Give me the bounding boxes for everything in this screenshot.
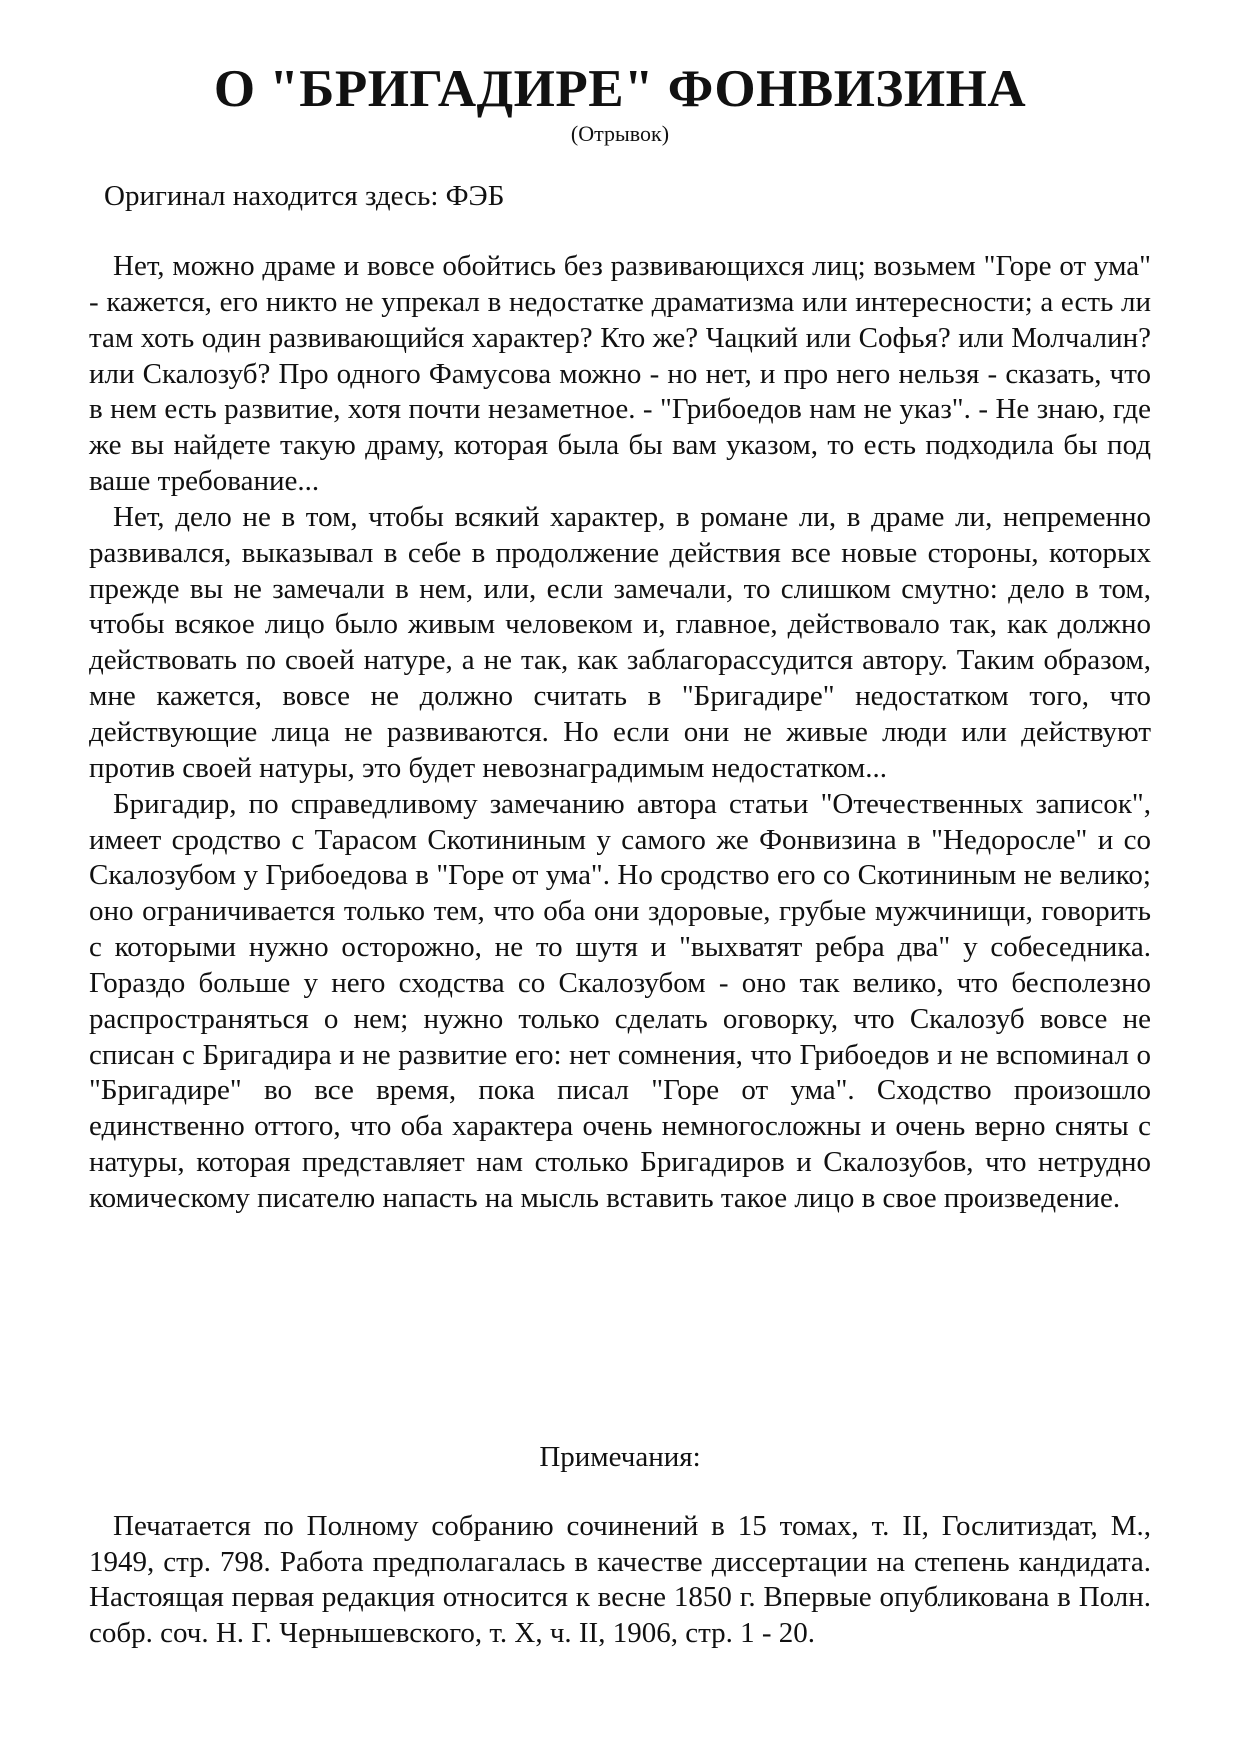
page-subtitle: (Отрывок) [570, 121, 670, 146]
notes-paragraph: Печатается по Полному собранию сочинений в 15 томах, т. II, Гослитиздат, М., 1949, стр. 798. Работа предполагалась в качестве диссертации на степень кандидата. Настоящая первая редакция относится к весне 1850 г. Впервые опубликована в Полн. собр. соч. Н. Г. Чернышевского, т. X, ч. II, 1906, стр. 1 - 20. [89, 1510, 1151, 1649]
page-title: О "БРИГАДИРЕ" ФОНВИЗИНА [213, 60, 1027, 118]
source-note: Оригинал находится здесь: ФЭБ [104, 180, 505, 212]
paragraph: Нет, можно драме и вовсе обойтись без развивающихся лиц; возьмем "Горе от ума" - кажется, его никто не упрекал в недостатке драматизма или интересности; а есть ли там хоть один развивающийся характер? Кто же? Чацкий или Софья? или Молчалин? или Скалозуб? Про одного Фамусова можно - но нет, и про него нельзя - сказать, что в нем есть развитие, хотя почти незаметное. - "Грибоедов нам не указ". - Не знаю, где же вы найдете такую драму, которая была бы вам указом, то есть подходила бы под ваше требование... [89, 250, 1151, 498]
notes-section [89, 1509, 1151, 1651]
article-body [89, 249, 1151, 1217]
notes-heading: Примечания: [539, 1441, 701, 1473]
paragraph: Нет, дело не в том, чтобы всякий характер, в романе ли, в драме ли, непременно развивался, выказывал в себе в продолжение действия все новые стороны, которых прежде вы не замечали в нем, или, если замечали, то слишком смутно: дело в том, чтобы всякое лицо было живым человеком и, главное, действовало так, как должно действовать по своей натуре, а не так, как заблагорассудится автору. Таким образом, мне кажется, вовсе не должно считать в "Бригадире" недостатком того, что действующие лица не развиваются. Но если они не живые люди или действуют против своей натуры, это будет невознаградимым недостатком... [89, 500, 1151, 784]
paragraph: Бригадир, по справедливому замечанию автора статьи "Отечественных записок", имеет сродство с Тарасом Скотининым у самого же Фонвизина в "Недоросле" и со Скалозубом у Грибоедова в "Горе от ума". Но сродство его со Скотининым не велико; оно ограничивается только тем, что оба они здоровые, грубые мужчинищи, говорить с которыми нужно осторожно, не то шутя и "выхватят ребра два" у собеседника. Гораздо больше у него сходства со Скалозубом - оно так велико, что бесполезно распространяться о нем; нужно только сделать оговорку, что Скалозуб вовсе не списан с Бригадира и не развитие его: нет сомнения, что Грибоедов и не вспоминал о "Бригадире" во все время, пока писал "Горе от ума". Сходство произошло единственно оттого, что оба характера очень немногосложны и очень верно сняты с натуры, которая представляет нам столько Бригадиров и Скалозубов, что нетрудно комическому писателю напасть на мысль вставить такое лицо в свое произведение. [89, 787, 1151, 1214]
